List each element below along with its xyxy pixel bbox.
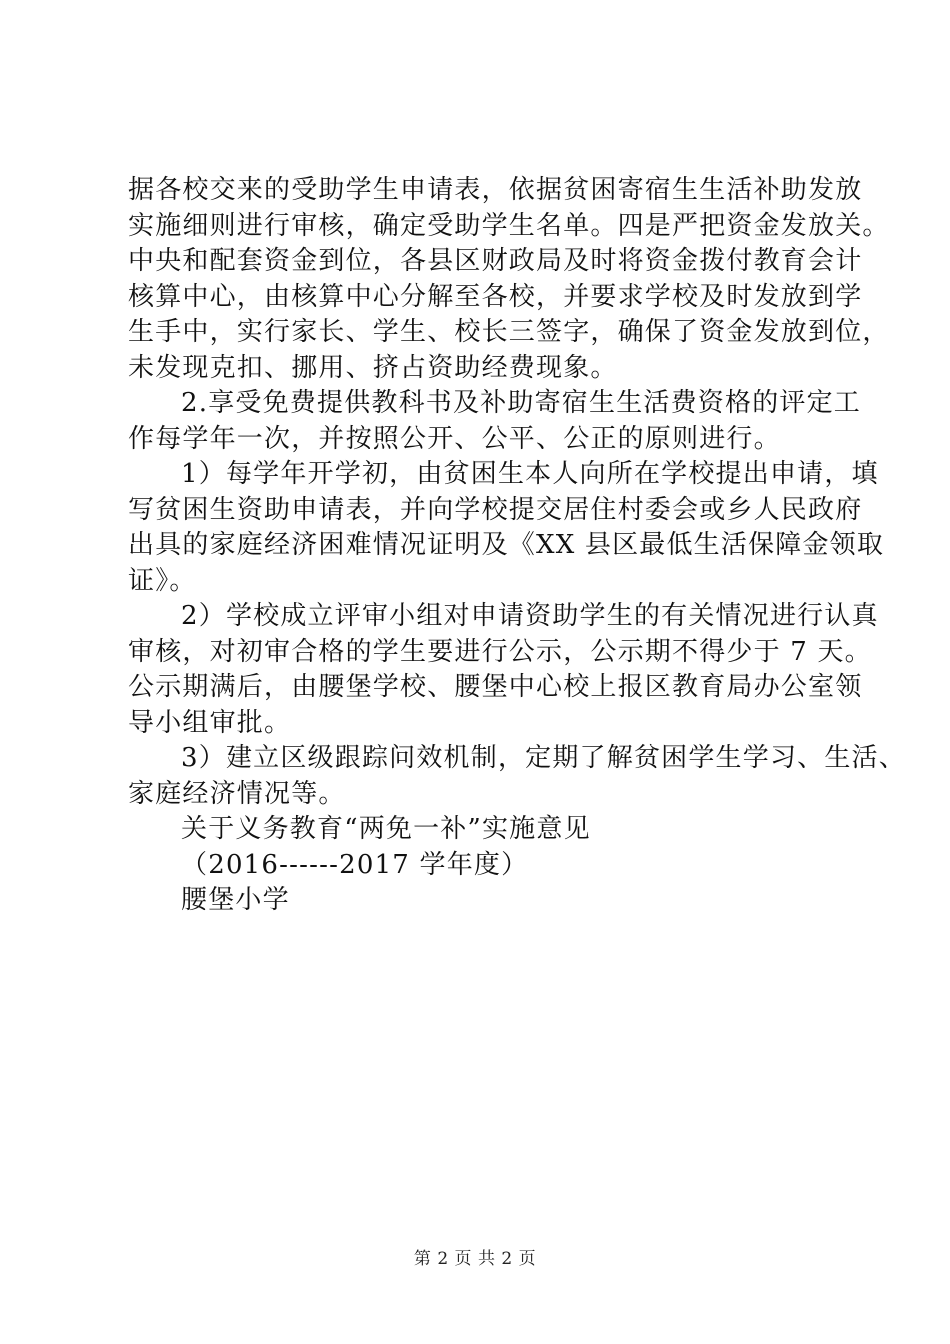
paragraph-start-line: 3）建立区级跟踪问效机制，定期了解贫困学生学习、生活、 xyxy=(181,743,906,773)
text-line: 核算中心，由核算中心分解至各校，并要求学校及时发放到学 xyxy=(128,281,863,312)
text-line: 审核，对初审合格的学生要进行公示，公示期不得少于 7 天。 xyxy=(128,636,872,667)
school-year-line: （2016------2017 学年度） xyxy=(181,849,529,880)
paragraph-start-line: 1）每学年开学初，由贫困生本人向所在学校提出申请，填 xyxy=(181,459,879,489)
text-line: 中央和配套资金到位，各县区财政局及时将资金拨付教育会计 xyxy=(128,246,863,276)
document-body xyxy=(128,173,906,919)
text-line: 未发现克扣、挪用、挤占资助经费现象。 xyxy=(128,352,618,383)
paragraph-start-line: 2）学校成立评审小组对申请资助学生的有关情况进行认真 xyxy=(181,601,879,631)
paragraph-start-line: 2.享受免费提供教科书及补助寄宿生生活费资格的评定工 xyxy=(181,388,862,418)
school-name-line: 腰堡小学 xyxy=(181,885,290,915)
page-number-footer: 第 2 页 共 2 页 xyxy=(413,1249,537,1269)
text-line: 生手中，实行家长、学生、校长三签字，确保了资金发放到位， xyxy=(128,317,890,347)
text-line: 实施细则进行审核，确定受助学生名单。四是严把资金发放关。 xyxy=(128,210,890,241)
text-line: 出具的家庭经济困难情况证明及《XX 县区最低生活保障金领取 xyxy=(128,530,885,560)
text-line: 据各校交来的受助学生申请表，依据贫困寄宿生生活补助发放 xyxy=(128,175,863,205)
text-line: 证》。 xyxy=(128,565,197,596)
text-line: 公示期满后，由腰堡学校、腰堡中心校上报区教育局办公室领 xyxy=(128,672,863,702)
text-line: 家庭经济情况等。 xyxy=(128,778,346,809)
text-line: 写贫困生资助申请表，并向学校提交居住村委会或乡人民政府 xyxy=(128,494,863,525)
text-line: 导小组审批。 xyxy=(128,707,292,738)
text-line: 作每学年一次，并按照公开、公平、公正的原则进行。 xyxy=(128,423,781,454)
document-title-line: 关于义务教育“两免一补”实施意见 xyxy=(181,814,591,844)
